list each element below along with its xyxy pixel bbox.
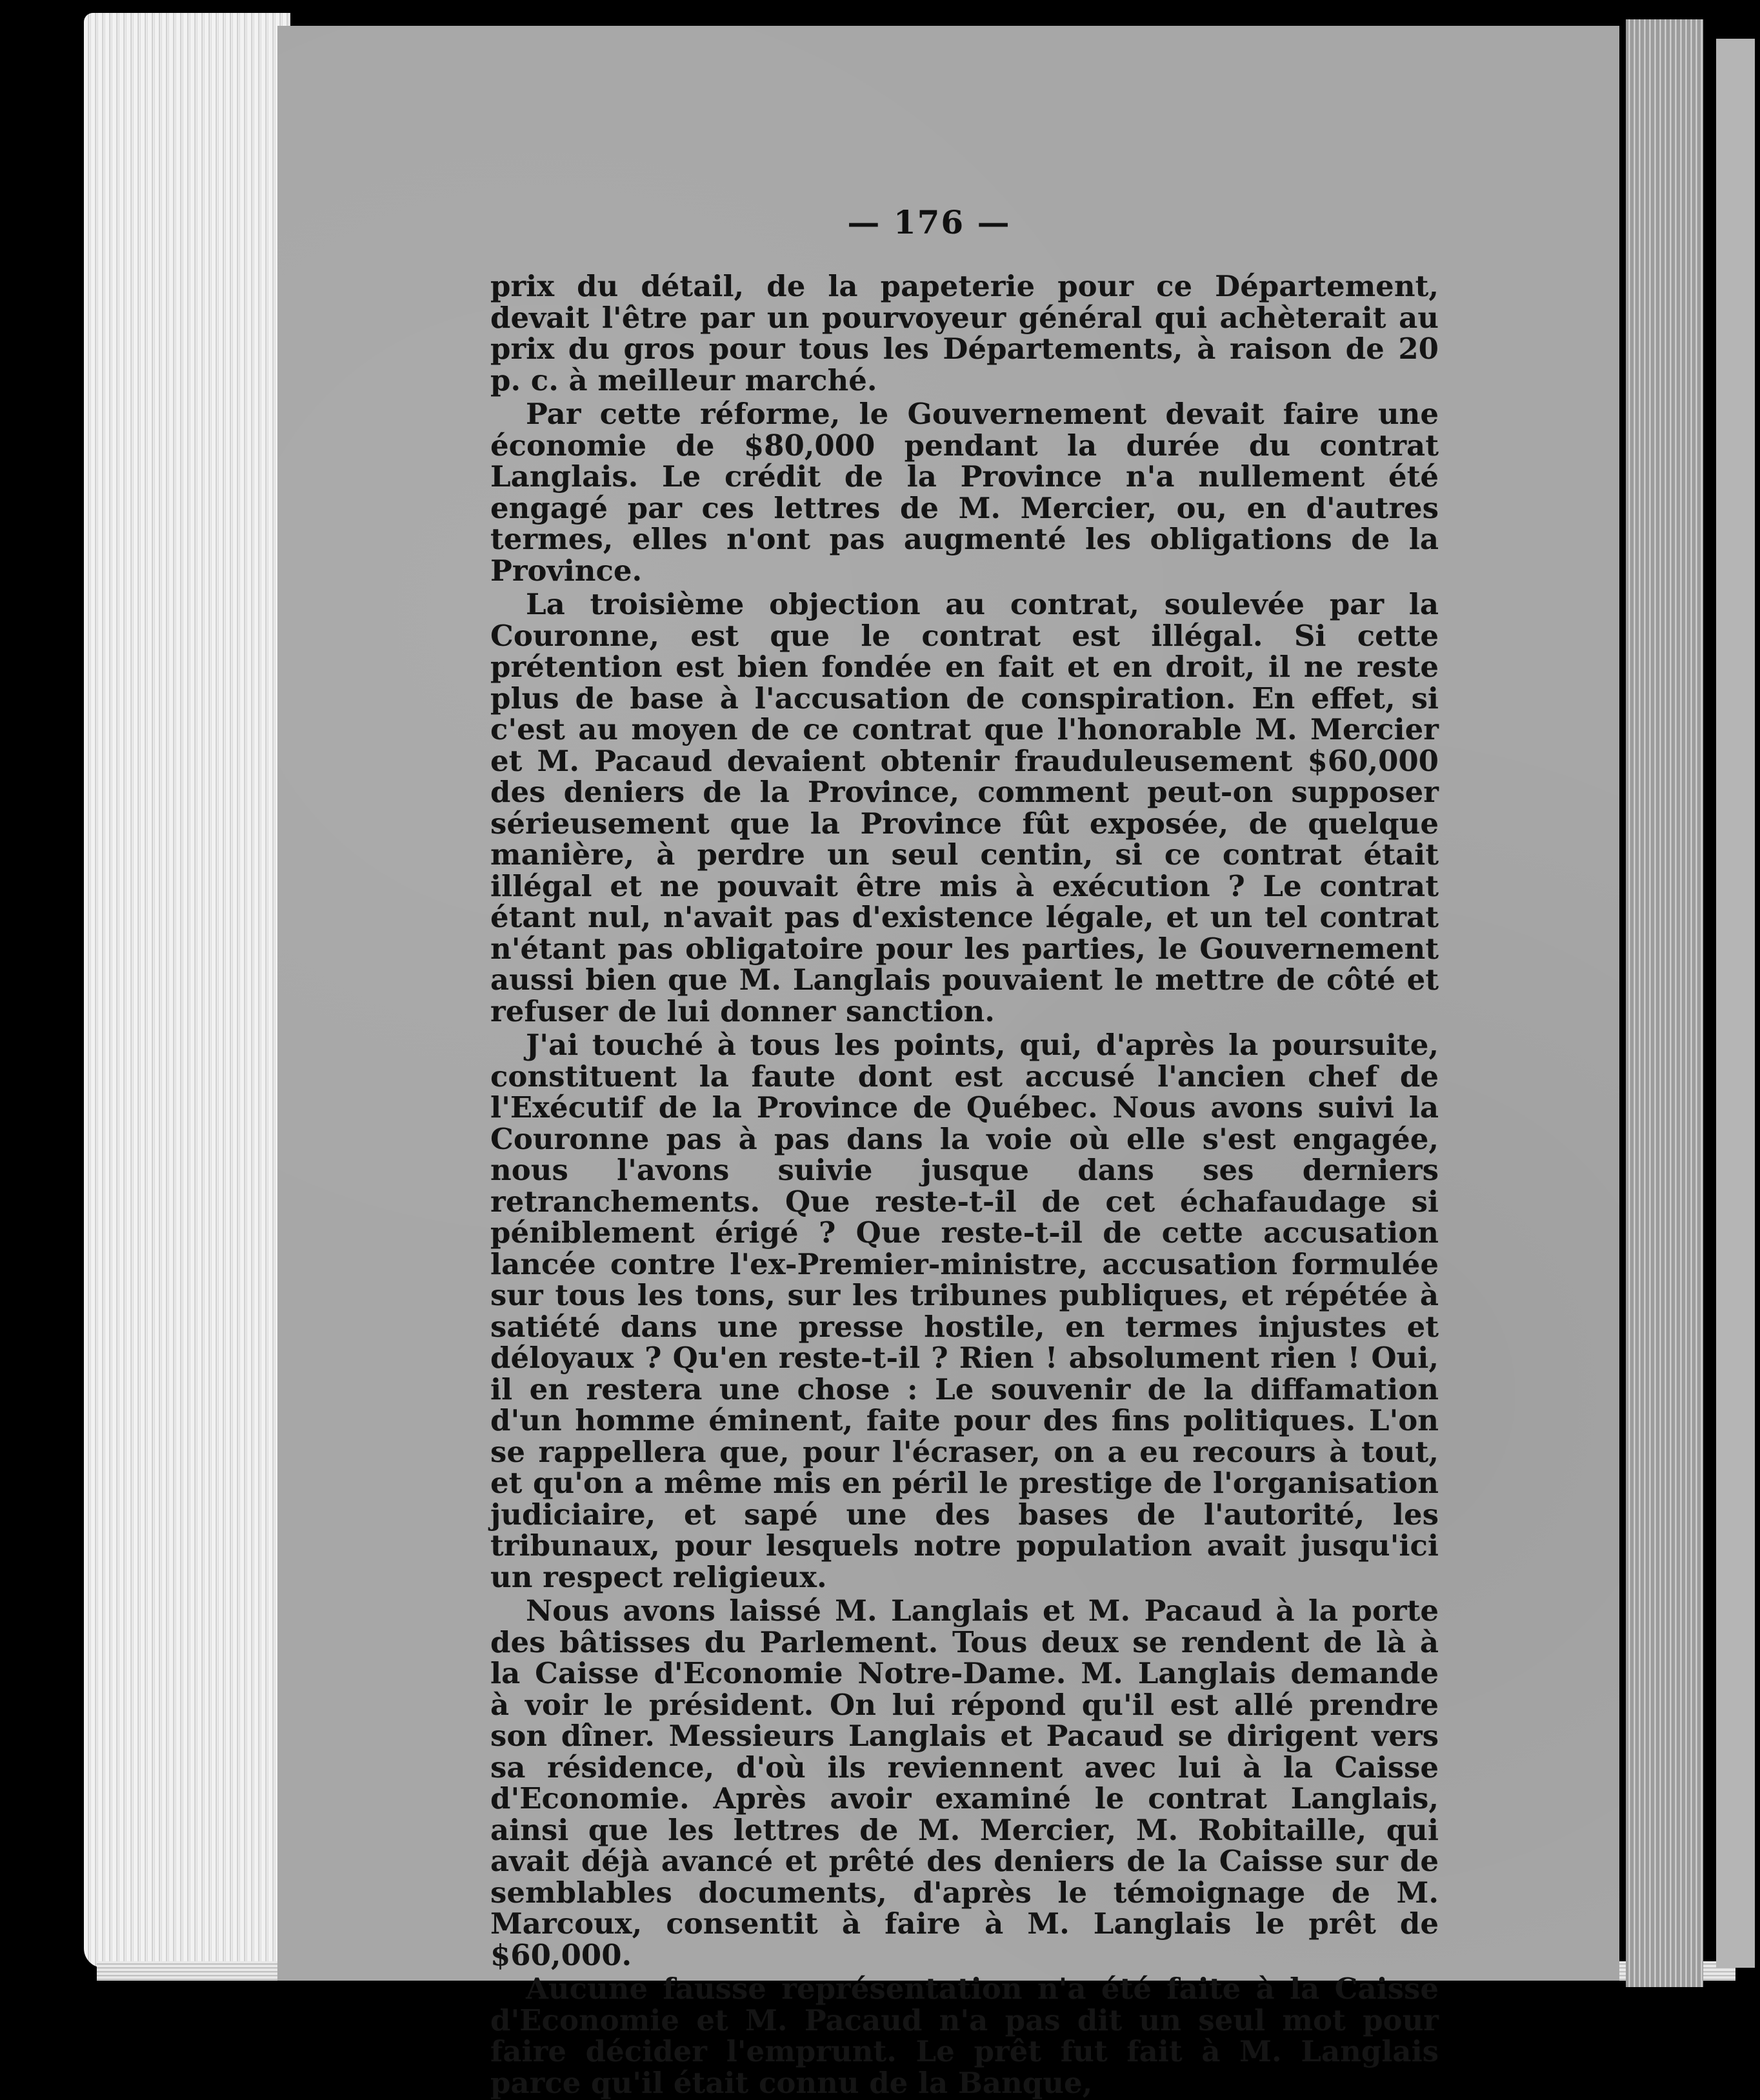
paragraph: Aucune fausse représentation n'a été faite à la Caisse d'Economie et M. Pacaud n'a pas dit un seul mot pour faire décider l'emprunt. Le prêt fut fait à M. Langlais parce qu'il était connu de la Banque,: [490, 1972, 1439, 2100]
paragraph: J'ai touché à tous les points, qui, d'après la poursuite, constituent la faute dont est accusé l'ancien chef de l'Exécutif de la Province de Québec. Nous avons suivi la Couronne pas à pas dans la voie où elle s'est engagée, nous l'avons suivie jusque dans ses derniers retranchements. Que reste-t-il de cet échafaudage si péniblement érigé ? Que reste-t-il de cette accusation lancée contre l'ex-Premier-ministre, accusation formulée sur tous les tons, sur les tribunes publiques, et répétée à satiété dans une presse hostile, en termes injustes et déloyaux ? Qu'en reste-t-il ? Rien ! absolument rien ! Oui, il en restera une chose : Le souvenir de la diffamation d'un homme éminent, faite pour des fins politiques. L'on se rappellera que, pour l'écraser, on a eu recours à tout, et qu'on a même mis en péril le prestige de l'organisation judiciaire, et sapé une des bases de l'autorité, les tribunaux, pour lesquels notre population avait jusqu'ici un respect religieux.: [490, 1028, 1439, 1594]
page-stack-edges: [84, 13, 290, 1968]
facing-page-edge: [1626, 19, 1703, 1987]
paragraph: prix du détail, de la papeterie pour ce Département, devait l'être par un pourvoyeur général qui achèterait au prix du gros pour tous les Départements, à raison de 20 p. c. à meilleur marché.: [490, 269, 1439, 397]
page-body: [490, 271, 1439, 2099]
paragraph: Par cette réforme, le Gouvernement devait faire une économie de $80,000 pendant la durée du contrat Langlais. Le crédit de la Province n'a nullement été engagé par ces lettres de M. Mercier, ou, en d'autres termes, elles n'ont pas augmenté les obligations de la Province.: [490, 397, 1439, 588]
paragraph: Nous avons laissé M. Langlais et M. Pacaud à la porte des bâtisses du Parlement. Tous deux se rendent de là à la Caisse d'Economie Notre-Dame. M. Langlais demande à voir le président. On lui répond qu'il est allé prendre son dîner. Messieurs Langlais et Pacaud se dirigent vers sa résidence, d'où ils reviennent avec lui à la Caisse d'Economie. Après avoir examiné le contrat Langlais, ainsi que les lettres de M. Mercier, M. Robitaille, qui avait déjà avancé et prêté des deniers de la Caisse sur de semblables documents, d'après le témoignage de M. Marcoux, consentit à faire à M. Langlais le prêt de $60,000.: [490, 1594, 1439, 1972]
paragraph: La troisième objection au contrat, soulevée par la Couronne, est que le contrat est illégal. Si cette prétention est bien fondée en fait et en droit, il ne reste plus de base à l'accusation de conspiration. En effet, si c'est au moyen de ce contrat que l'honorable M. Mercier et M. Pacaud devaient obtenir frauduleusement $60,000 des deniers de la Province, comment peut-on supposer sérieusement que la Province fût exposée, de quelque manière, à perdre un seul centin, si ce contrat était illégal et ne pouvait être mis à exécution ? Le contrat étant nul, n'avait pas d'existence légale, et un tel contrat n'étant pas obligatoire pour les parties, le Gouvernement aussi bien que M. Langlais pouvaient le mettre de côté et refuser de lui donner sanction.: [490, 587, 1439, 1028]
facing-page: [1716, 39, 1755, 1968]
page-number: — 176 —: [847, 203, 1011, 241]
